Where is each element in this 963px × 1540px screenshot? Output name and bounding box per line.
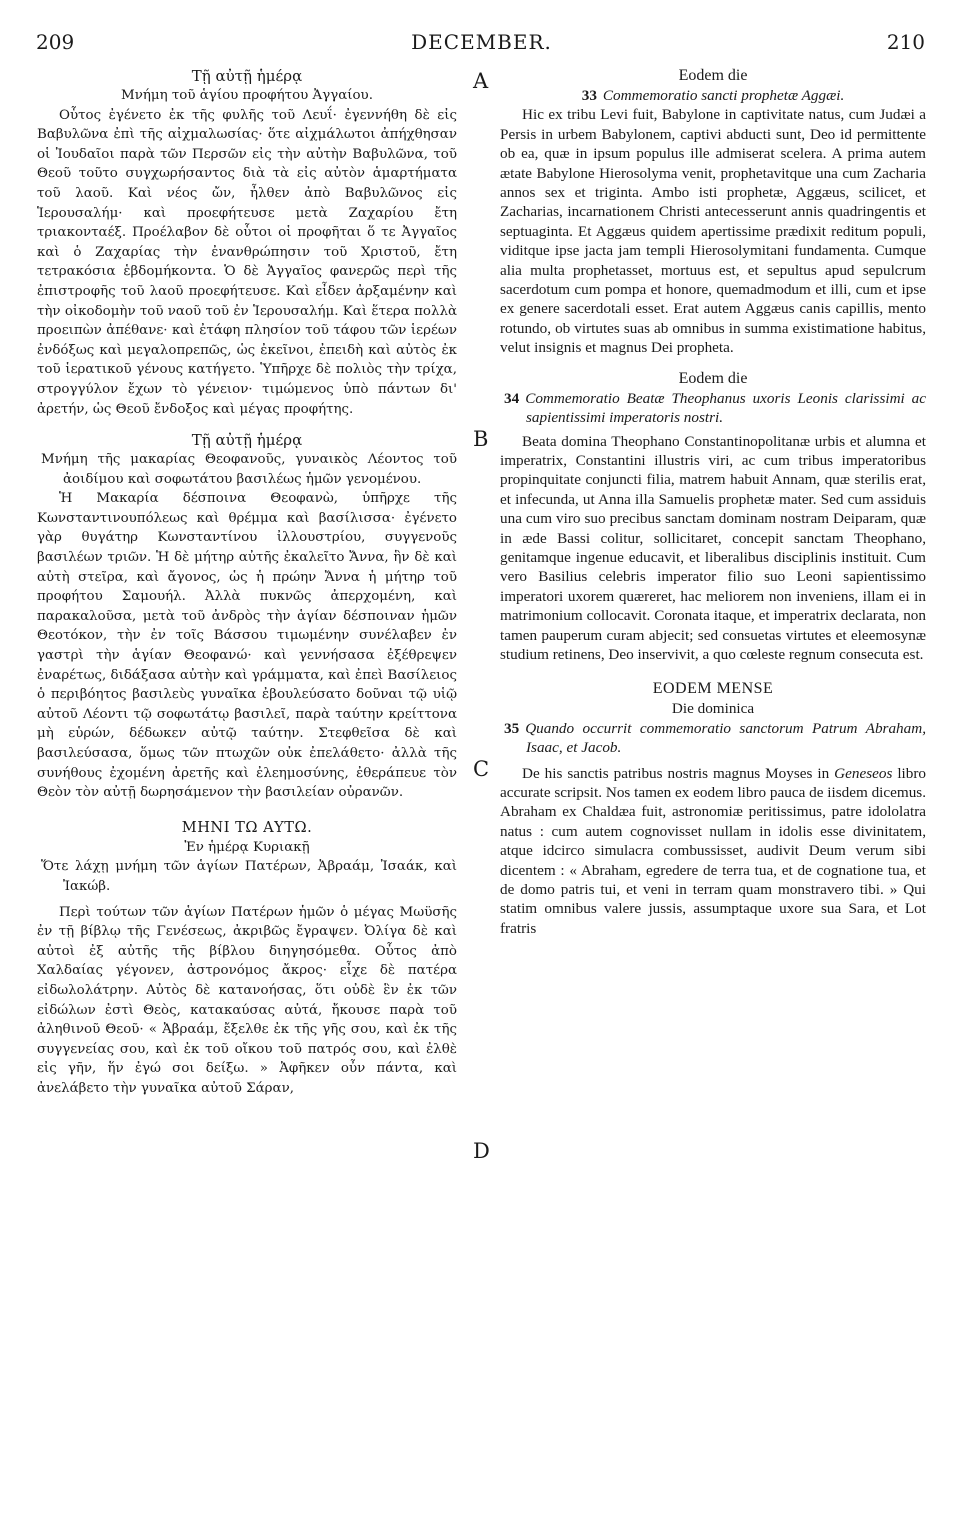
latin-section1-body: Hic ex tribu Levi fuit, Babylone in captivitate natus, cum Judæi a Persis in urbem Babylonem, captivi abducti sunt, Deo id permittente ob ea, quæ in ipsum populus ille admiserat scelera. A prima autem ætate Babylone Hierosolyma venit, prophetavitque una cum Zacharia annos sex et triginta. Ambo isti prophetæ, Aggæus, scilicet, et Zacharias, incarnationem Christi antecesserunt annis quadringentis et septuaginta. Et Aggæus quidem apertissime prædixit reditum populi, viditque ipse jacta jam templi Hierosolymitani fundamenta. Cumque alia multa prophetasset, mortuus est, et sepultus apud sepulcrum sacerdotum cum pompa et honore, quemadmodum et illi, cum et ipse ex genere sacerdotali esset. Erat autem Aggæus canis capillis, mento rotundo, ob virtutes suas ab omnibus in summa existimatione habitus, velut insignis et magnus Dei propheta. <box>500 106 926 357</box>
latin-section3-number: 35 <box>504 719 520 737</box>
margin-letter-a: A <box>473 69 489 93</box>
page-number-right: 210 <box>886 30 925 54</box>
margin-letter-c: C <box>473 757 490 781</box>
latin-section3-heading: EODEM MENSE <box>652 680 774 698</box>
greek-section1-heading: Τῇ αὐτῇ ἡμέρᾳ <box>191 67 303 85</box>
greek-section1-body: Οὗτος ἐγένετο ἐκ τῆς φυλῆς τοῦ Λευΐ· ἐγεννήθη δὲ εἰς Βαβυλῶνα ἐπὶ τῆς αἰχμαλωσίας· ὅτε αἰχμάλωτοι ἀπήχθησαν οἱ Ἰουδαῖοι παρὰ τῶν Περσῶν εἰς τὴν αὐτὴν Βαβυλῶνα, τοῦ Θεοῦ τοῦτο συγχωρήσαντος διὰ τὰ εἰς αὐτὸν ἁμαρτήματα τοῦ λαοῦ. Καὶ νέος ὤν, ἦλθεν ἀπὸ Βαβυλῶνος εἰς Ἱερουσαλήμ· καὶ προεφήτευσε μετὰ Ζαχαρίου ἔτη τριακονταέξ. Προέλαβον δὲ οὗτοι οἱ προφῆται ὅ τε Ἀγγαῖος καὶ ὁ Ζαχαρίας τὴν ἐνανθρώπησιν τοῦ Χριστοῦ, ἔτη τετρακόσια ἑβδομήκοντα. Ὁ δὲ Ἀγγαῖος φανερῶς περὶ τῆς ἐπιστροφῆς τοῦ λαοῦ προεφήτευσε. Καὶ εἶδεν ἀρξαμένην καὶ τὴν οἰκοδομὴν τοῦ ναοῦ τοῦ ἐν Ἱερουσαλήμ. Καὶ ἕτερα πολλὰ προειπὼν ἀπέθανε· καὶ ἐτάφη πλησίον τοῦ τάφου τῶν ἱερέων ἐνδόξως καὶ μεγαλοπρεπῶς, ὡς ἐκεῖνοι, ἐπειδὴ καὶ αὐτὸς ἐκ τοῦ ἱερατικοῦ γένους κατήγετο. Ὑπῆρχε δὲ πολιὸς τὴν τρίχα, στρογγύλον ἔχων τὸ γένειον· τιμώμενος ὑπὸ πάντων δι' ἀρετήν, ὡς Θεοῦ ἔνδοξος καὶ μέγας προφήτης. <box>37 107 457 417</box>
latin-section3-body-part2: libro accurate scripsit. Nos tamen ex eodem libro pauca de iisdem dicemus. Abraham ex Chaldæa fuit, astronomiæ peritissimus, patre idololatra natus : cum autem cognovisset nullam in idolis esse divinitatem, atque idcirco simulacra combussisset, audivit Deum verum sibi dicentem : « Abraham, egredere de terra tua, et de cognatione tua, et de domo patris tui, et veni in terram quam monstravero tibi. » Qui statim omnibus valere jussis, assumptaque uxore sua Sara, et Lot fratris <box>500 764 926 937</box>
latin-section1-title: Commemoratio sancti prophetæ Aggæi. <box>602 87 845 104</box>
latin-section3-body-part1: De his sanctis patribus nostris magnus Moyses in <box>522 764 835 782</box>
greek-column <box>37 66 457 1099</box>
latin-section1-number: 33 <box>581 87 597 104</box>
latin-column <box>500 66 926 938</box>
running-head: DECEMBER. <box>411 30 552 54</box>
margin-letter-d: D <box>473 1139 490 1163</box>
greek-section2-body: Ἡ Μακαρία δέσποινα Θεοφανὼ, ὑπῆρχε τῆς Κωνσταντινουπόλεως καὶ θρέμμα καὶ βασίλισσα· ἐγένετο γὰρ θυγάτηρ Κωνσταντίνου ἰλλουστρίου, συγγενοῦς βασιλέων τριῶν. Ἡ δὲ μήτηρ αὐτῆς ἐκαλεῖτο Ἄννα, ἣν δὲ καὶ αὐτὴ στεῖρα, καὶ ἄγονος, ὡς ἡ πρώην Ἄννα ἡ μήτηρ τοῦ προφήτου Σαμουήλ. Ἀλλὰ πυκνῶς ἀπερχομένη, καὶ παρακαλοῦσα, μετὰ τοῦ ἀνδρὸς τὴν ἁγίαν δέσποιναν ἡμῶν Θεοτόκον, τὴν ἐν τοῖς Βάσσου τιμωμένην συνέλαβεν ἐν γαστρὶ τὴν ἁγίαν Θεοφανώ· καὶ γεννήσασα ἐξέθρεψεν ἐναρέτως, διδάξασα αὐτὴν καὶ γράμματα, καὶ ἐπεὶ Βασίλειος ὁ περιβόητος βασιλεὺς γυναῖκα ἐβουλεύσατο δοῦναι τῷ υἱῷ αὐτοῦ Λέοντι τῷ σοφωτάτῳ βασιλεῖ, παρὰ ταύτην κρείττονα μὴ εὑρών, δέδωκεν αὐτῷ ταύτην. Στεφθεῖσα δὲ καὶ βασιλεύσασα, ὅμως τῶν πτωχῶν οὐκ ἐπελάθετο· ἀλλὰ τῆς συνήθους ἐχομένη ἀρετῆς καὶ ἐλεημοσύνης, ἐθεράπευε τὸν Θεὸν τὸν αὐτῇ δωρησάμενον τὴν βασιλείαν οὐρανῶν. <box>37 491 457 801</box>
greek-section2-title: Μνήμη τῆς μακαρίας Θεοφανοῦς, γυναικὸς Λέοντος τοῦ ἀοιδίμου καὶ σοφωτάτου βασιλέως ἡμῶν γενομένου. <box>41 452 457 487</box>
greek-section3-heading: ΜΗΝΙ ΤΩ ΑΥΤΩ. <box>181 818 313 836</box>
page-number-left: 209 <box>36 30 75 54</box>
latin-section2-number: 34 <box>504 389 520 407</box>
latin-section2-title: Commemoratio Beatæ Theophanus uxoris Leonis clarissimi ac sapientissimi imperatoris nostri. <box>525 389 926 427</box>
latin-section2-heading: Eodem die <box>678 369 748 387</box>
latin-section2-body: Beata domina Theophano Constantinopolitanæ urbis et alumna et imperatrix, Constantini illustris viri, ac cum tribus imperatoribus propinquitate conjuncti filia, matrem habuit Annam, quæ sterilis erat, et infecunda, ut Anna illa Samuelis prophetæ mater. Sed cum assiduis una cum viro suo precibus sanctam dominam nostram Deiparam, quæ in æde Bassi colitur, sollicitaret, concepit sanctam Theophano, genitamque ingenue educavit, et liberalibus disciplinis instituit. Cum vero Basilius celebris imperator filio suo Leoni sapientissimo imperatori uxorem quæreret, hac meliorem non inveniens, illam ei in matrimonium collocavit. Coronata itaque, et imperatrix declarata, non tamen pauperum curam abjecit; sed consuetas virtutes et eleemosynæ studium retinens, Deo inservivit, a quo cœleste regnum consecuta est. <box>500 432 926 663</box>
latin-section3-body <box>500 764 926 939</box>
greek-section2-heading: Τῇ αὐτῇ ἡμέρᾳ <box>191 431 303 450</box>
greek-section1-title: Μνήμη τοῦ ἁγίου προφήτου Ἀγγαίου. <box>121 88 373 103</box>
latin-section3-title: Quando occurrit commemoratio sanctorum Patrum Abraham, Isaac, et Jacob. <box>525 719 926 757</box>
greek-section3-body: Περὶ τούτων τῶν ἁγίων Πατέρων ἡμῶν ὁ μέγας Μωϋσῆς ἐν τῇ βίβλῳ τῆς Γενέσεως, ἀκριβῶς ἔγραψεν. Ὀλίγα δὲ καὶ αὐτοὶ ἐξ αὐτῆς τῆς βίβλου διηγησόμεθα. Οὗτος ἀπὸ Χαλδαίας γέγονεν, ἀστρονόμος ἄκρος· εἶχε δὲ πατέρα εἰδωλολάτρην. Αὐτὸς δὲ κατανοήσας, ὅτι οὐδὲ ἓν ἐκ τῶν εἰδώλων ἐστὶ Θεὸς, κατακαύσας αὐτά, ἤκουσε παρὰ τοῦ ἀληθινοῦ Θεοῦ· « Ἀβραάμ, ἔξελθε ἐκ τῆς γῆς σου, καὶ ἐκ τῆς συγγενείας σου, καὶ ἐκ τοῦ οἴκου τοῦ πατρός σου, καὶ ἐλθὲ εἰς γῆν, ἥν ἐγώ σοι δείξω. » Ἀφῆκεν οὖν πάντα, καὶ ἀνελάβετο τὴν γυναῖκα αὐτοῦ Σάραν, <box>37 904 457 1096</box>
latin-section3-subheading: Die dominica <box>671 700 755 718</box>
greek-section3-subheading: Ἐν ἡμέρᾳ Κυριακῇ <box>184 839 310 855</box>
greek-section3-title: Ὅτε λάχῃ μνήμη τῶν ἁγίων Πατέρων, Ἀβραάμ, Ἰσαάκ, καὶ Ἰακώβ. <box>41 859 457 894</box>
latin-section3-body-book-title: Geneseos <box>834 764 893 782</box>
latin-section1-heading: Eodem die <box>678 67 748 84</box>
margin-letter-b: B <box>473 427 489 451</box>
